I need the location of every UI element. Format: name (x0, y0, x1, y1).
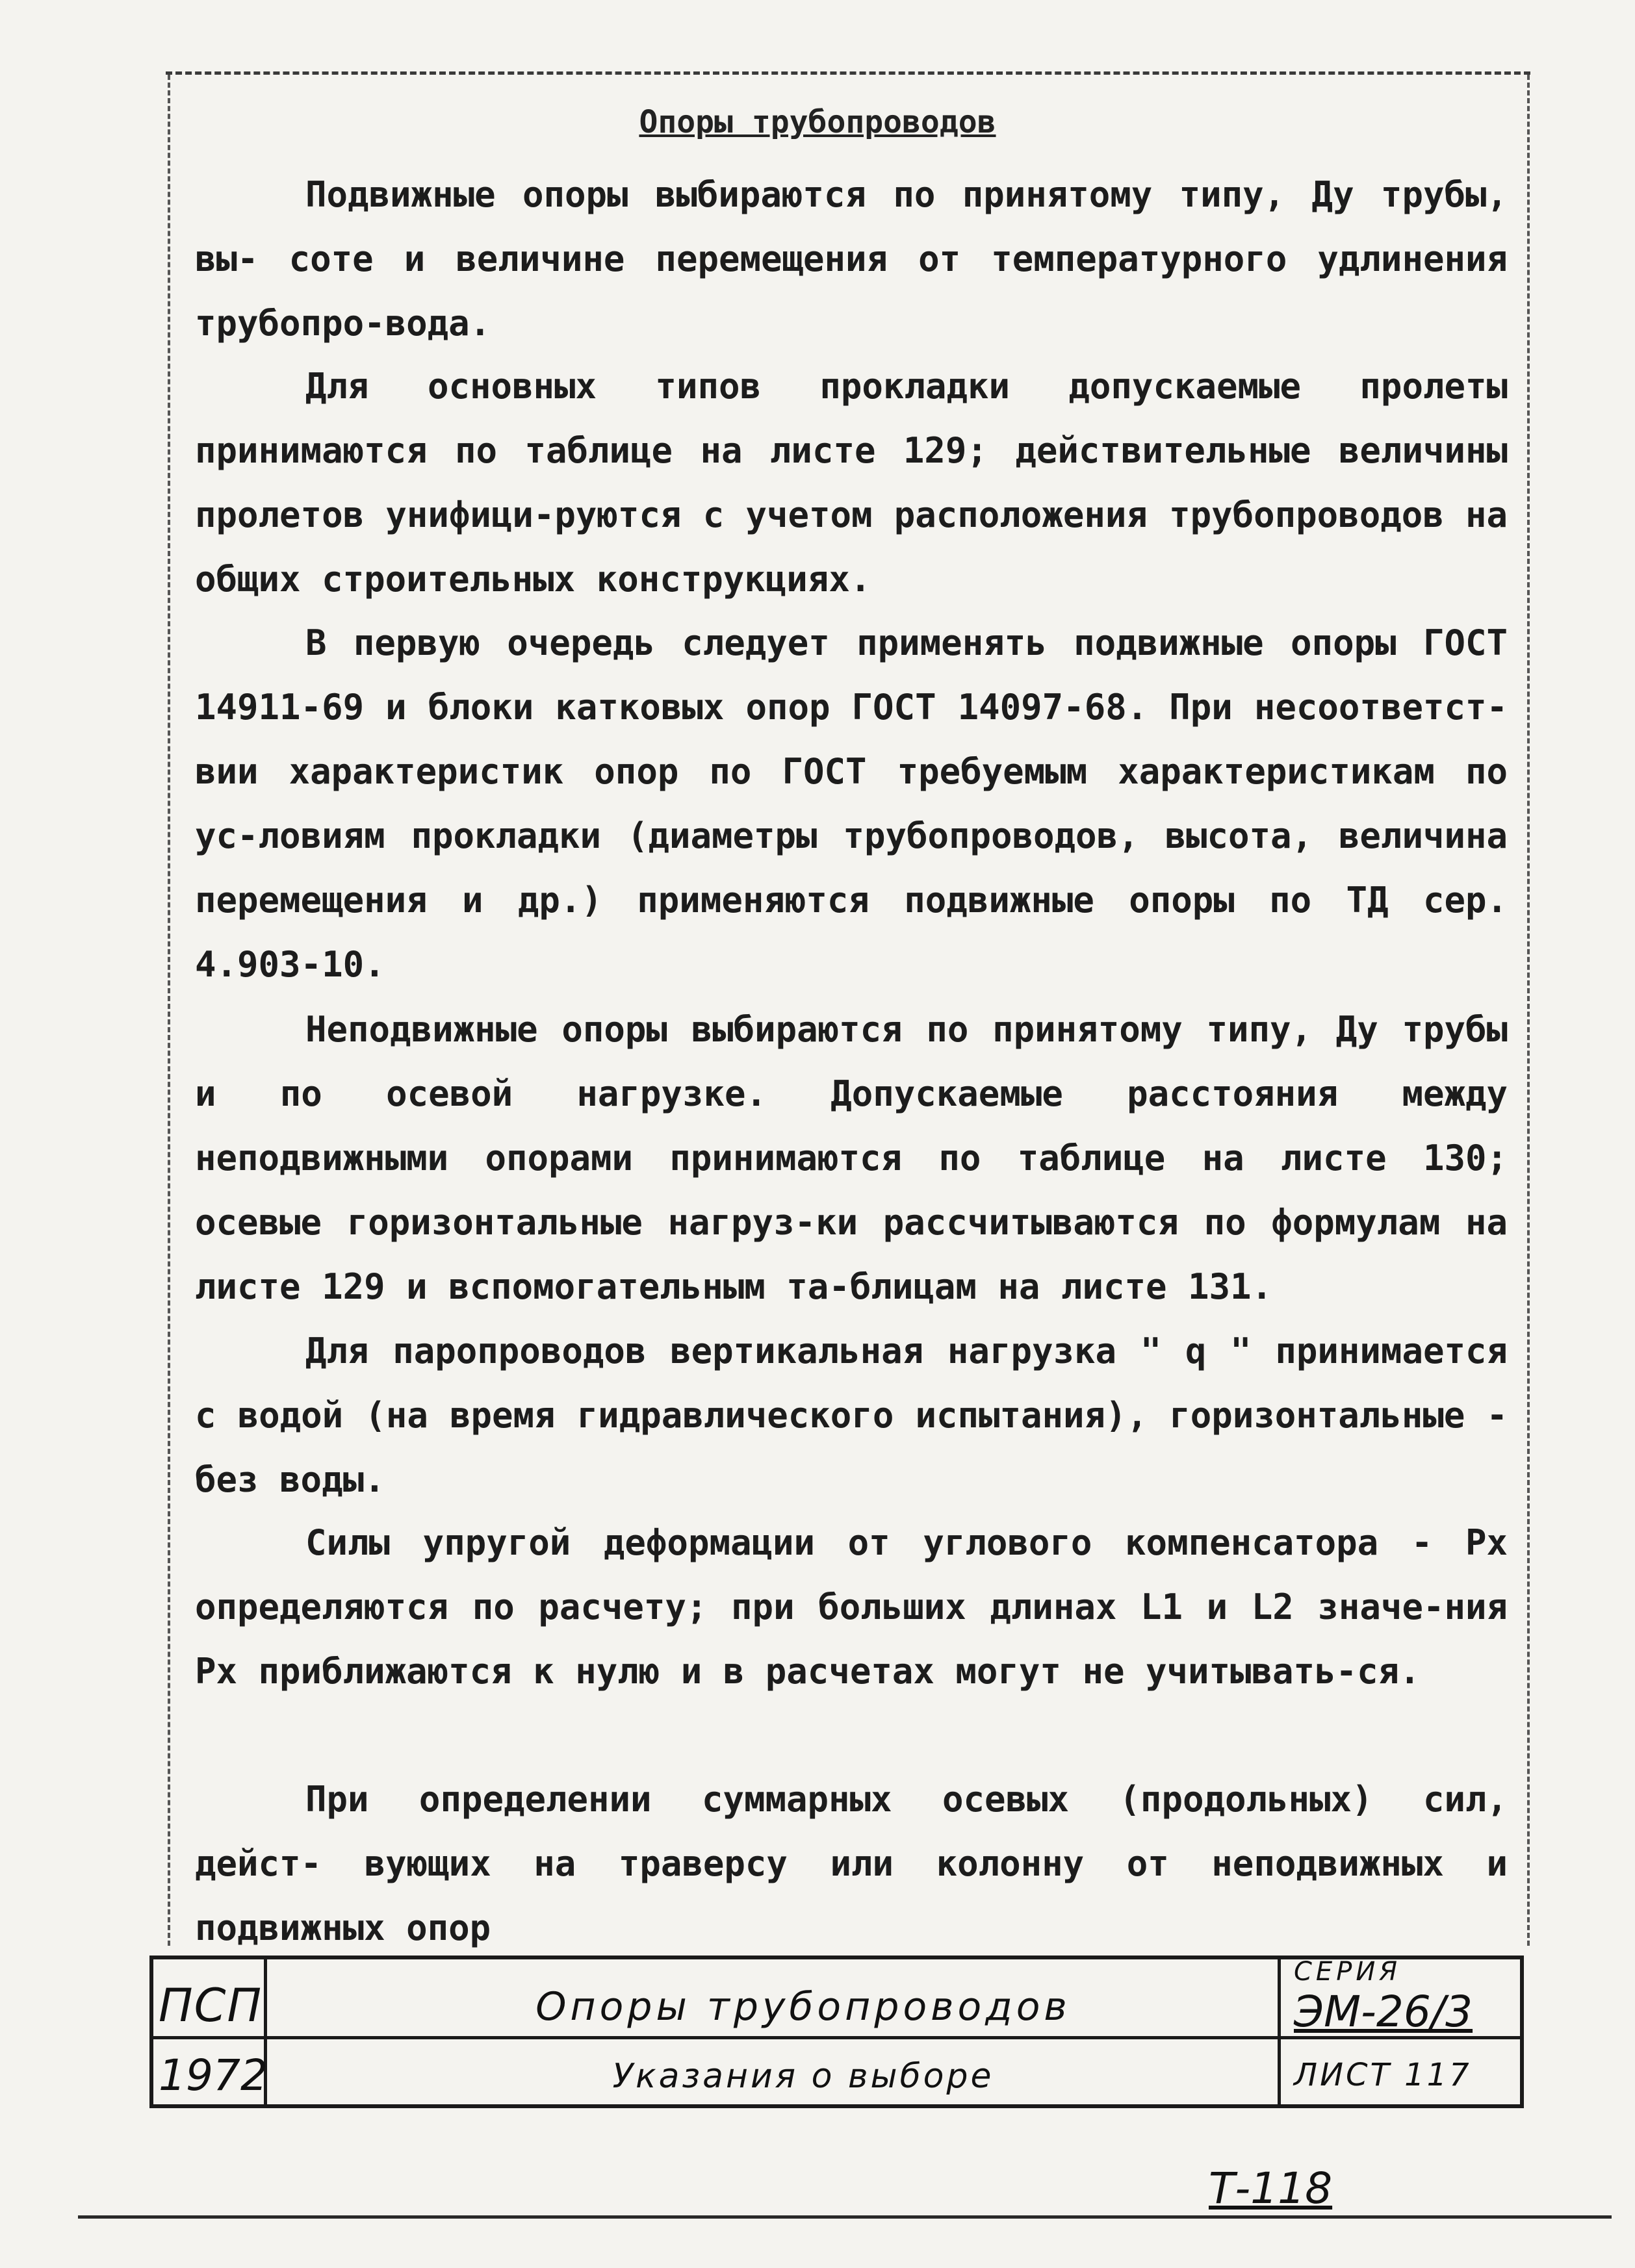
paragraph-5 (195, 1319, 1508, 1512)
archive-number: Т-118 (1209, 2163, 1333, 2213)
paragraph-5-first-line: Для паропроводов вертикальная нагрузка " q " принимается (305, 1331, 1508, 1371)
paragraph-1-first-line: Подвижные опоры выбираются по принятому типу, Ду трубы, вы- (195, 174, 1508, 279)
frame-left-border (168, 75, 170, 1946)
title-block (149, 1956, 1524, 2108)
paragraph-2 (195, 354, 1508, 611)
paragraph-6-first-line: Силы упругой деформации от углового компенсатора - Px (305, 1522, 1508, 1563)
paragraph-1-rest: соте и величине перемещения от температурного удлинения трубопро-вода. (195, 238, 1508, 344)
paragraph-5-rest: с водой (на время гидравлического испытания), горизонтальные - без воды. (195, 1395, 1508, 1500)
document-heading: Опоры трубопроводов (639, 104, 996, 140)
paragraph-7-rest: вующих на траверсу или колонну от неподвижных и подвижных опор (195, 1843, 1508, 1948)
frame-right-border (1527, 75, 1530, 1946)
drawing-subtitle: Указания о выборе (612, 2057, 994, 2096)
sheet-number: ЛИСТ 117 (1294, 2057, 1472, 2093)
series-value: ЭМ-26/3 (1294, 1987, 1473, 2037)
paragraph-4-rest: осевой нагрузке. Допускаемые расстояния между неподвижными опорами принимаются по таблице на листе 130; осевые горизонтальные нагруз-ки рассчитываются по формулам на листе 129 и вспомогательным та-блицам на листе 131. (195, 1073, 1508, 1307)
paragraph-6-rest: определяются по расчету; при больших длинах L1 и L2 значе-ния Px приближаются к нулю и в расчетах могут не учитывать-ся. (195, 1586, 1508, 1692)
paragraph-3-first-line: В первую очередь следует применять подвижные опоры ГОСТ (305, 622, 1508, 663)
paragraph-4 (195, 997, 1508, 1319)
paragraph-2-first-line: Для основных типов прокладки допускаемые пролеты принимаются (195, 366, 1508, 471)
paragraph-3-rest: 14911-69 и блоки катковых опор ГОСТ 14097-68. При несоответст-вии характеристик опор по ГОСТ требуемым характеристикам по ус-ловиям прокладки (диаметры трубопроводов, высота, величина перемещения и др.) применяются подвижные опоры по ТД сер. 4.903-10. (195, 687, 1508, 985)
paragraph-3 (195, 611, 1508, 997)
paragraph-7-first-line: При определении суммарных осевых (продольных) сил, дейст- (195, 1779, 1508, 1884)
year: 1972 (159, 2050, 268, 2100)
organization-code: ПСП (159, 1979, 263, 2032)
frame-bottom-border (78, 2215, 1612, 2219)
frame-top-border (166, 71, 1530, 75)
paragraph-6 (195, 1510, 1508, 1703)
series-label: СЕРИЯ (1294, 1957, 1402, 1987)
paragraph-1 (195, 162, 1508, 355)
title-block-divider (1278, 1959, 1281, 2104)
paragraph-4-first-line: Неподвижные опоры выбираются по принятому типу, Ду трубы и по (195, 1009, 1508, 1114)
paragraph-7 (195, 1767, 1508, 1960)
paragraph-2-rest: по таблице на листе 129; действительные величины пролетов унифици-руются с учетом расположения трубопроводов на общих строительных конструкциях. (195, 430, 1508, 600)
drawing-title: Опоры трубопроводов (535, 1984, 1071, 2030)
